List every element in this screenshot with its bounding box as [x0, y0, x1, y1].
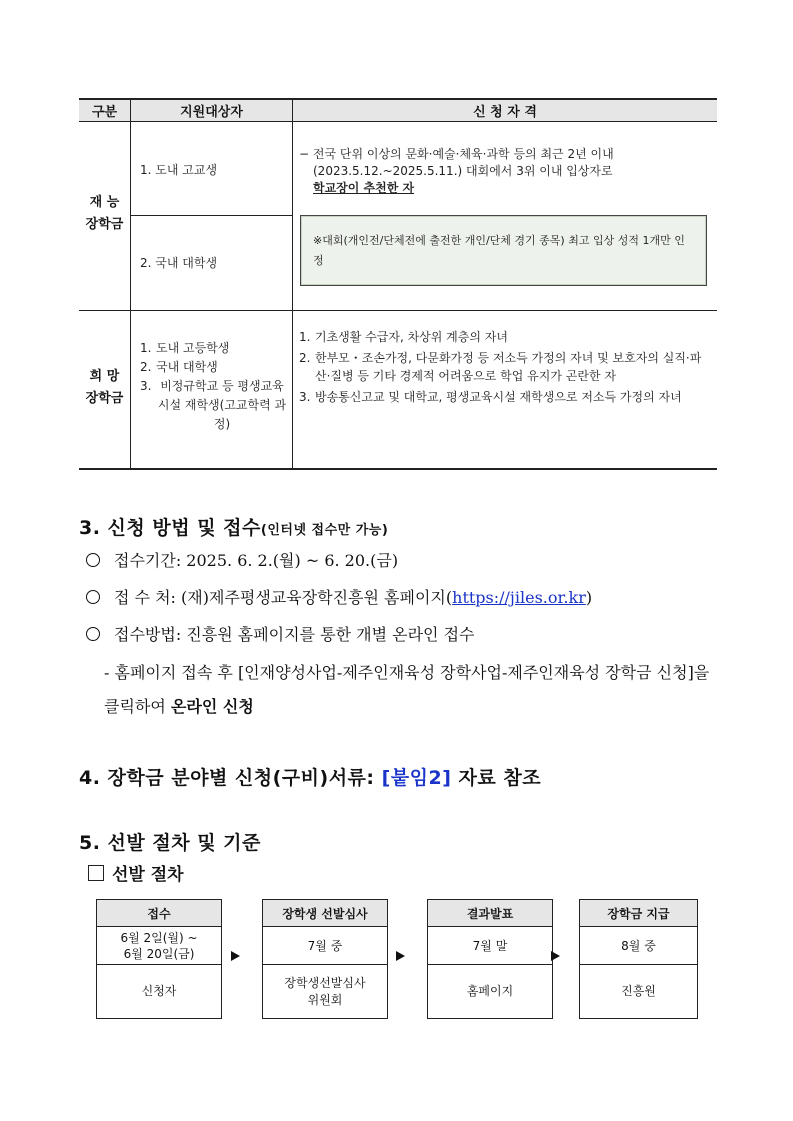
category-talent-line2: 장학금 — [85, 217, 124, 232]
table-col-divider-1 — [130, 98, 131, 470]
attachment-reference: [붙임2] — [381, 767, 452, 789]
table-bottom-border — [79, 468, 717, 470]
table-row-divider — [79, 310, 717, 311]
section3-title-text: 3. 신청 방법 및 접수 — [79, 517, 261, 539]
flow-step-title: 접수 — [97, 900, 221, 927]
arrow-right-icon — [231, 951, 240, 961]
flow-step-who — [97, 965, 221, 1018]
section3-method — [86, 624, 474, 646]
note-text: ※대회(개인전/단체전에 출전한 개인/단체 경기 종목) 최고 입상 성적 1개만 인정 — [313, 234, 685, 267]
flow-step-when-line1: 6월 2일(월) ~ — [120, 930, 198, 945]
list-item-number: 3. — [140, 379, 152, 393]
flow-step-review — [262, 899, 388, 1019]
section3-title — [79, 513, 388, 540]
section5-title: 5. 선발 절차 및 기준 — [79, 832, 261, 854]
list-item-number: 2. — [299, 351, 311, 365]
flow-step-when — [263, 927, 387, 965]
section4-title — [79, 763, 541, 790]
flow-step-who — [263, 965, 387, 1018]
criteria-talent-line2: (2023.5.12.~2025.5.11.) 대회에서 3위 이내 입상자로 — [313, 164, 613, 178]
list-item — [140, 377, 288, 434]
flow-step-when-line1: 8월 중 — [621, 938, 656, 953]
eligibility-table — [79, 98, 717, 470]
note-box — [300, 215, 707, 286]
header-target: 지원대상자 — [180, 104, 243, 120]
circle-bullet-icon — [86, 590, 100, 604]
section4-suffix: 자료 참조 — [458, 767, 542, 789]
header-criteria: 신 청 자 격 — [473, 104, 537, 120]
table-col-divider-2 — [292, 98, 293, 470]
method-text: 접수방법: 진흥원 홈페이지를 통한 개별 온라인 접수 — [114, 625, 475, 644]
target-talent-1: 1. 도내 고교생 — [140, 163, 218, 177]
flow-step-who — [580, 965, 697, 1018]
list-item-text: 비정규학교 등 평생교육 시설 재학생(고교학력 과정) — [157, 379, 287, 431]
circle-bullet-icon — [86, 553, 100, 567]
flow-step-who-line1: 장학생선발심사 — [284, 975, 366, 990]
target-talent-2: 2. 국내 대학생 — [140, 256, 218, 270]
flow-step-payment — [579, 899, 698, 1019]
homepage-link[interactable]: https://jiles.or.kr — [452, 588, 586, 607]
list-item-text: 도내 고등학생 — [156, 341, 230, 355]
arrow-right-icon — [396, 951, 405, 961]
criteria-talent-line1: − 전국 단위 이상의 문화·예술·체육·과학 등의 최근 2년 이내 — [299, 147, 614, 161]
flow-step-when — [580, 927, 697, 965]
flow-step-when-line1: 7월 말 — [472, 938, 508, 953]
circle-bullet-icon — [86, 627, 100, 641]
target-hope-list — [140, 339, 288, 434]
period-text: 접수기간: 2025. 6. 2.(월) ~ 6. 20.(금) — [114, 551, 399, 570]
flow-step-who-line1: 진흥원 — [621, 984, 656, 998]
list-item-number: 2. — [140, 360, 152, 374]
list-item-text: 국내 대학생 — [156, 360, 218, 374]
category-hope-line2: 장학금 — [85, 391, 124, 406]
flow-step-who-line1: 홈페이지 — [466, 984, 514, 998]
category-hope-line1: 희 망 — [89, 369, 120, 384]
section3-place — [86, 587, 592, 609]
header-category: 구분 — [91, 104, 118, 120]
flow-step-receipt — [96, 899, 222, 1019]
arrow-right-icon — [551, 951, 560, 961]
list-item — [299, 388, 711, 406]
flow-step-title: 장학금 지급 — [580, 900, 697, 927]
list-item-text: 방송통신고교 및 대학교, 평생교육시설 재학생으로 저소득 가정의 자녀 — [315, 390, 682, 404]
flow-step-who-line2: 위원회 — [307, 992, 343, 1007]
checkbox-square-icon — [88, 865, 104, 881]
section3-method-detail — [104, 656, 719, 724]
flow-step-when-line1: 7월 중 — [307, 938, 343, 953]
method-detail-text: - 홈페이지 접속 후 [인재양성사업-제주인재육성 장학사업-제주인재육성 장학금 신청]을 클릭하여 — [104, 663, 710, 716]
flow-step-when — [97, 927, 221, 965]
list-item — [299, 349, 711, 385]
list-item — [140, 358, 288, 377]
list-item — [299, 328, 711, 346]
criteria-talent — [299, 146, 711, 197]
flow-step-when-line2: 6월 20일(금) — [123, 946, 195, 961]
flow-step-who-line1: 신청자 — [141, 984, 177, 998]
list-item-text: 한부모・조손가정, 다문화가정 등 저소득 가정의 자녀 및 보호자의 실직·파산·질병 등 기타 경제적 어려움으로 학업 유지가 곤란한 자 — [315, 351, 702, 383]
section4-title-text: 4. 장학금 분야별 신청(구비)서류: — [79, 767, 375, 789]
section3-title-note: (인터넷 접수만 가능) — [260, 523, 389, 538]
table-row-divider-inner — [130, 215, 292, 216]
place-suffix: ) — [585, 588, 593, 607]
category-talent-line1: 재 능 — [89, 195, 120, 210]
flow-step-when — [428, 927, 552, 965]
section5-subtitle — [88, 860, 184, 885]
category-hope — [79, 366, 130, 410]
list-item-number: 1. — [140, 341, 152, 355]
flow-step-title: 결과발표 — [428, 900, 552, 927]
method-emphasis: 온라인 신청 — [170, 697, 254, 716]
section3-period — [86, 550, 398, 572]
table-header-divider — [79, 121, 717, 122]
criteria-talent-emphasis: 학교장이 추천한 자 — [313, 181, 415, 195]
list-item-number: 3. — [299, 390, 311, 404]
flow-step-title: 장학생 선발심사 — [263, 900, 387, 927]
list-item — [140, 339, 288, 358]
flow-step-who — [428, 965, 552, 1018]
flow-step-announcement — [427, 899, 553, 1019]
category-talent — [79, 192, 130, 236]
place-text: 접 수 처: (재)제주평생교육장학진흥원 홈페이지( — [114, 588, 453, 607]
section5-subtitle-text: 선발 절차 — [112, 865, 184, 885]
list-item-number: 1. — [299, 330, 311, 344]
list-item-text: 기초생활 수급자, 차상위 계층의 자녀 — [315, 330, 508, 344]
criteria-hope-list — [299, 328, 711, 406]
